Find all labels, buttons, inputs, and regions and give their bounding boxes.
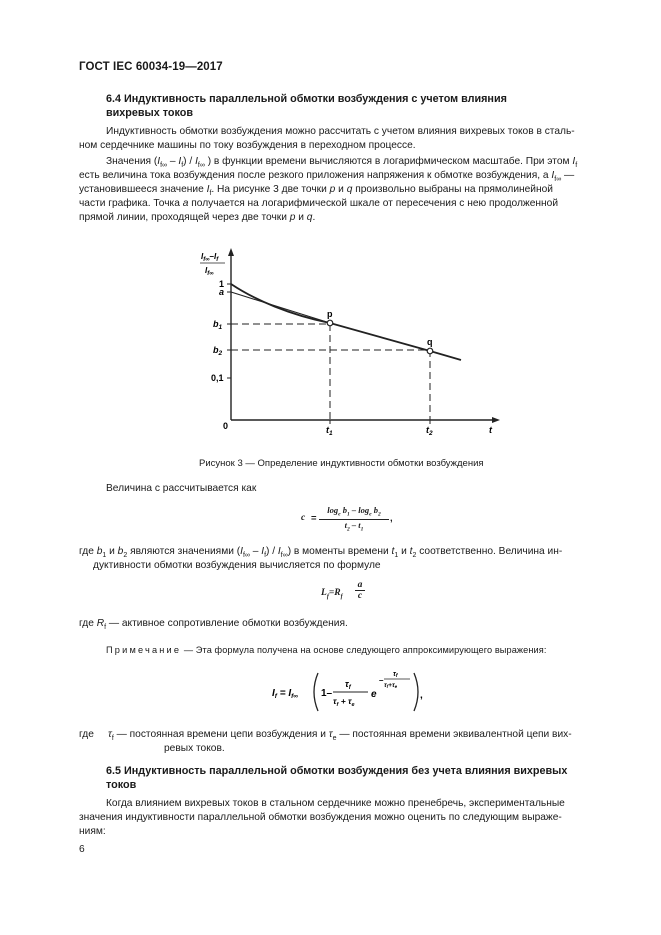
note-label: Примечание	[106, 645, 182, 655]
x-tick-label-t1: $t_1$	[326, 425, 333, 437]
figure-caption: Рисунок 3 — Определение индуктивности обмотки возбуждения	[199, 458, 484, 469]
text-fragment: — постоянная времени цепи возбуждения и	[116, 729, 326, 740]
point-q-label: q	[427, 337, 433, 347]
text-line: Индуктивность обмотки возбуждения можно рассчитать с учетом влияния вихревых токов в сталь-	[106, 126, 575, 137]
formula-approximation	[270, 665, 425, 719]
current-decay-curve	[231, 284, 461, 360]
text-fragment: произвольно выбраны на прямолинейной	[355, 184, 553, 195]
left-paren	[314, 673, 318, 711]
point-q	[427, 348, 433, 354]
text-fragment: ) в моменты времени	[287, 546, 389, 557]
text-fragment: получается на логарифмической шкале от пересечения с нею продолженной	[191, 198, 559, 209]
text-line: установившееся значение $I_f$. На рисунке 3 две точки p и q произвольно выбраны на прямолинейной	[79, 184, 553, 198]
y-tick-label-a: a	[219, 287, 225, 297]
text-fragment: . На рисунке 3 две точки	[211, 184, 327, 195]
text-fragment: ) в функции времени вычисляются в логарифмическом масштабе. При этом	[207, 156, 570, 167]
where-tau: где $\tau_f$ — постоянная времени цепи возбуждения и $\tau_e$ — постоянная времени эквивалентной цепи вих-	[79, 729, 572, 743]
text-fragment: соответственно. Величина ин-	[419, 546, 563, 557]
y-tick-label-1: 1	[219, 279, 225, 289]
y-tick-label-b1: $b_1$	[213, 319, 223, 331]
formula-one: 1–	[321, 688, 333, 699]
right-paren	[414, 673, 418, 711]
section-6-4-title	[106, 92, 507, 120]
text-line: ниям:	[79, 826, 106, 837]
text-fragment: где	[79, 729, 94, 740]
formula-den: $\tau_f + \tau_e$	[333, 696, 355, 708]
text-line: значения индуктивности параллельной обмотки возбуждения можно оценить по следующим выраже-	[79, 812, 562, 823]
text-fragment: — активное сопротивление обмотки возбуждения.	[108, 618, 348, 629]
formula-lhs: $I_f = I_{f\infty}$	[272, 688, 298, 700]
paragraph-intro	[106, 125, 616, 140]
section-title-line: вихревых токов	[106, 107, 193, 119]
exp-minus: –	[379, 676, 384, 685]
note-text: — Эта формула получена на основе следующего аппроксимирующего выражения:	[183, 645, 547, 655]
text-fragment: являются значениями (	[130, 546, 241, 557]
where-cont: дуктивности обмотки возбуждения вычисляется по формуле	[93, 560, 381, 571]
text-fragment: части графика. Точка	[79, 198, 180, 209]
section-title-line: 6.4 Индуктивность параллельной обмотки возбуждения с учетом влияния	[106, 93, 507, 105]
exp-den: τf+τe	[384, 682, 398, 689]
x-axis-label-t: t	[489, 425, 492, 435]
formula-exp-base: e	[371, 689, 377, 700]
paragraph-6-5: Когда влиянием вихревых токов в стальном сердечнике можно пренебречь, экспериментальные	[106, 798, 565, 809]
text-fragment: где	[79, 546, 94, 557]
section-6-5-title	[106, 764, 567, 792]
text-line: прямой линии, проходящей через две точки p и q.	[79, 212, 316, 223]
section-title-line: токов	[106, 779, 137, 791]
y-tick-label-0-1: 0,1	[211, 373, 224, 383]
page-number: 6	[79, 844, 85, 855]
text-fragment: — постоянная времени эквивалентной цепи вих-	[339, 729, 572, 740]
text-line: ном сердечнике машины по току возбуждения в переходном процессе.	[79, 140, 416, 151]
x-tick-label-0: 0	[223, 421, 229, 431]
x-axis-arrow-icon	[492, 417, 500, 423]
y-tick-label-b2: $b_2$	[213, 345, 223, 357]
point-p	[327, 320, 333, 326]
formula-lf: $L_f=R_f$ a c	[321, 580, 381, 610]
text-fragment: Значения (	[106, 156, 158, 167]
where-b1-b2: где $b_1$ и $b_2$ являются значениями $(I_{f\infty} - I_f) / I_{f\infty}$) в моменты времени $t_1$ и $t_2$ соответственно. Величина ин-	[79, 546, 563, 560]
formula-num: $\tau_f$	[345, 679, 351, 691]
text-fragment: установившееся значение	[79, 184, 204, 195]
y-axis-arrow-icon	[228, 248, 234, 256]
paragraph-values: Значения $(I_{f\infty} - I_f) / I_{f\infty}$ ) в функции времени вычисляются в логарифмическом масштабе. При этом $I_f$	[106, 156, 578, 170]
point-p-label: p	[327, 309, 333, 319]
y-label-denominator: $I_{f\infty}$	[205, 266, 214, 277]
formula-comma: ,	[420, 690, 423, 701]
text-fragment: есть величина тока возбуждения после резкого приложения напряжения к обмотке возбуждения, а	[79, 170, 549, 181]
where-rf: где $R_f$ — активное сопротивление обмотки возбуждения.	[79, 618, 348, 632]
exp-num: τf	[393, 671, 398, 679]
extrapolated-line	[231, 292, 330, 323]
x-tick-label-t2: $t_2$	[426, 425, 433, 437]
note	[106, 645, 547, 655]
y-label-numerator: $I_{f\infty}-I_f$	[201, 252, 219, 263]
c-intro: Величина с рассчитывается как	[106, 483, 257, 494]
text-line	[79, 139, 619, 154]
section-title-line: 6.5 Индуктивность параллельной обмотки возбуждения без учета влияния вихревых	[106, 765, 568, 777]
figure-3-graph	[195, 245, 505, 445]
where-tau-cont: ревых токов.	[164, 743, 225, 754]
text-line: части графика. Точка a получается на логарифмической шкале от пересечения с нею продолженной	[79, 198, 559, 209]
text-fragment: прямой линии, проходящей через две точки	[79, 212, 287, 223]
document-header: ГОСТ IEC 60034-19—2017	[79, 61, 223, 73]
text-line: есть величина тока возбуждения после резкого приложения напряжения к обмотке возбуждения, а $I_{f\infty}$ —	[79, 170, 575, 184]
